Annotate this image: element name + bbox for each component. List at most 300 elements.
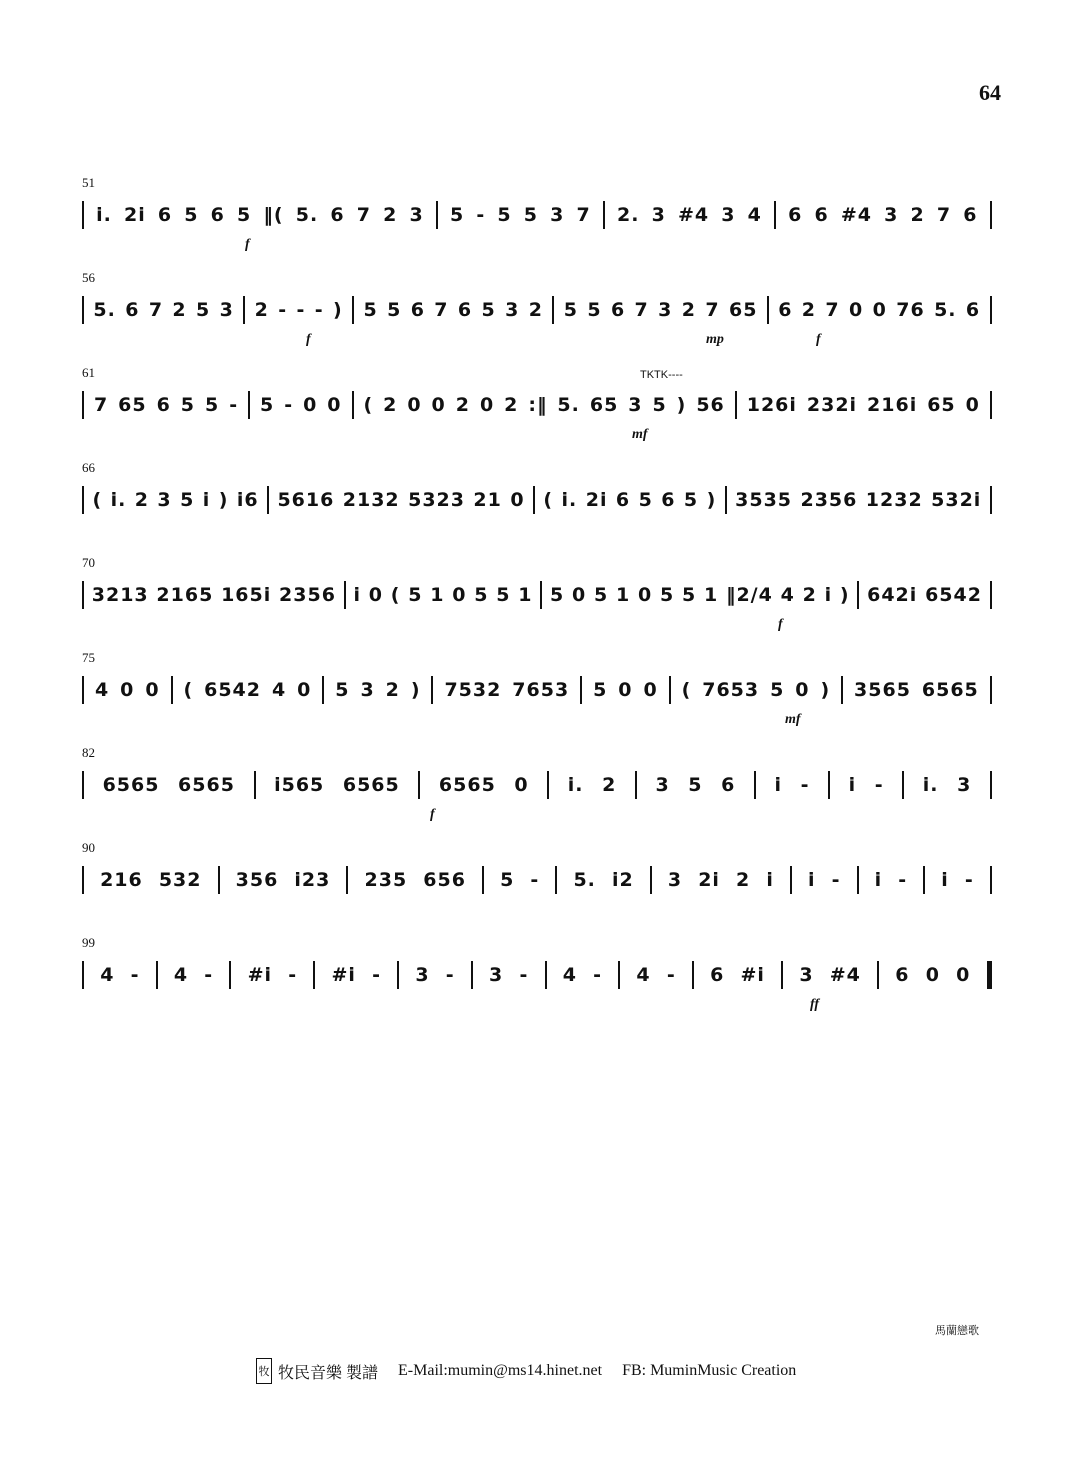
note: - xyxy=(372,964,381,986)
note: 356 xyxy=(235,869,279,891)
note: 7653 xyxy=(702,679,760,701)
note: 6 xyxy=(410,299,425,321)
barline xyxy=(725,486,727,514)
measure-number: 82 xyxy=(82,745,95,760)
notes-row xyxy=(82,864,992,896)
note: 3 xyxy=(658,299,673,321)
note: 5 xyxy=(652,394,667,416)
note: 0 xyxy=(965,394,980,416)
note: 5. xyxy=(93,299,116,321)
note: 5 xyxy=(563,299,578,321)
barline xyxy=(436,201,438,229)
note: #i xyxy=(740,964,765,986)
notes-row xyxy=(82,769,992,801)
note: 5. xyxy=(934,299,957,321)
note: 5 xyxy=(496,584,511,606)
note: 6542 xyxy=(925,584,982,606)
note: #i xyxy=(331,964,356,986)
note: 0 xyxy=(510,489,525,511)
note: ( xyxy=(543,489,554,511)
note: - xyxy=(476,204,486,226)
barline xyxy=(857,581,859,609)
note: 65 xyxy=(118,394,147,416)
note: 3 xyxy=(957,774,972,796)
notes-row xyxy=(82,389,992,421)
note: 6565 xyxy=(102,774,160,796)
note: - xyxy=(666,964,676,986)
note: i xyxy=(807,869,816,891)
barline xyxy=(877,961,879,989)
note: 0 xyxy=(431,394,446,416)
barline xyxy=(990,581,992,609)
note: i xyxy=(941,869,949,891)
note: 0 xyxy=(618,679,633,701)
barline xyxy=(735,391,737,419)
barline xyxy=(322,676,324,704)
publisher-logo-icon: 牧 xyxy=(256,1358,272,1384)
note: 5 xyxy=(408,584,423,606)
barline xyxy=(82,486,84,514)
barline xyxy=(545,961,547,989)
note: 5 xyxy=(593,584,609,606)
note: 0 xyxy=(643,679,658,701)
note: 2 xyxy=(802,584,817,606)
barline xyxy=(990,771,992,799)
barline xyxy=(346,866,348,894)
note: 4 xyxy=(271,679,287,701)
barline xyxy=(552,296,554,324)
note: 7 xyxy=(356,204,371,226)
page-number: 64 xyxy=(979,80,1001,105)
barline xyxy=(990,866,992,894)
footer xyxy=(256,1358,796,1384)
note: 21 xyxy=(473,489,502,511)
dynamic-mark: mp xyxy=(706,332,724,347)
note: 4 xyxy=(780,584,795,606)
note: 5 xyxy=(260,394,275,416)
note: i xyxy=(353,584,361,606)
note: i. xyxy=(561,489,578,511)
dynamic-mark: TKTK---- xyxy=(640,369,683,381)
note: 3 xyxy=(219,299,234,321)
note: ( xyxy=(92,489,103,511)
note: 5. xyxy=(557,394,580,416)
note: 6 xyxy=(965,299,981,321)
note: 3 xyxy=(655,774,670,796)
note: 3 xyxy=(628,394,643,416)
measure-number: 90 xyxy=(82,840,95,855)
note: ( xyxy=(681,679,692,701)
note: 7 xyxy=(93,394,109,416)
note: 5 xyxy=(500,869,515,891)
note: 6 xyxy=(615,489,631,511)
note: 216 xyxy=(100,869,143,891)
note: - xyxy=(445,964,455,986)
score-system xyxy=(82,745,992,815)
note: 3535 xyxy=(735,489,793,511)
note: - xyxy=(800,774,810,796)
publisher-name: 牧民音樂 製譜 xyxy=(278,1364,379,1382)
dynamic-mark: f xyxy=(778,617,783,632)
barline xyxy=(82,961,84,989)
final-barline xyxy=(987,961,992,989)
barline xyxy=(267,486,269,514)
note: 1 xyxy=(518,584,533,606)
barline xyxy=(635,771,637,799)
note: 6 xyxy=(721,774,736,796)
note: 7 xyxy=(936,204,952,226)
measure-number: 51 xyxy=(82,175,95,190)
note: 5 xyxy=(387,299,402,321)
note: 0 xyxy=(925,964,940,986)
note: 0 xyxy=(452,584,467,606)
note: - xyxy=(874,774,884,796)
note: 2 xyxy=(455,394,470,416)
note: 642i xyxy=(867,584,918,606)
note: 2 xyxy=(383,204,398,226)
barline xyxy=(254,771,256,799)
measure-number: 56 xyxy=(82,270,95,285)
note: 5 xyxy=(196,299,211,321)
note: #i xyxy=(247,964,272,986)
note: 1232 xyxy=(865,489,923,511)
note: 6565 xyxy=(178,774,235,796)
barline xyxy=(841,676,843,704)
note: 5 xyxy=(205,394,220,416)
note: ) xyxy=(820,679,831,701)
note: 0 xyxy=(368,584,383,606)
note: 0 xyxy=(571,584,587,606)
barline xyxy=(156,961,158,989)
note: 532i xyxy=(931,489,982,511)
note: i xyxy=(874,869,883,891)
note: i565 xyxy=(274,774,325,796)
barline xyxy=(352,296,354,324)
note: i6 xyxy=(236,489,259,511)
barline xyxy=(990,201,992,229)
barline xyxy=(650,866,652,894)
note: - xyxy=(530,869,540,891)
note: - xyxy=(296,299,306,321)
note: 0 xyxy=(145,679,160,701)
note: 7 xyxy=(434,299,449,321)
note: 4 xyxy=(747,204,762,226)
note: i. xyxy=(567,774,584,796)
barline xyxy=(555,866,557,894)
barline xyxy=(82,581,84,609)
note: 0 xyxy=(514,774,529,796)
barline xyxy=(313,961,315,989)
barline xyxy=(774,201,776,229)
barline xyxy=(82,866,84,894)
note: 0 xyxy=(407,394,422,416)
measure-number: 99 xyxy=(82,935,95,950)
note: 2 xyxy=(385,679,400,701)
note: i xyxy=(824,584,833,606)
note: 0 xyxy=(795,679,810,701)
dynamic-mark: f xyxy=(430,807,435,822)
note: i xyxy=(766,869,774,891)
note: 5 xyxy=(335,679,350,701)
barline xyxy=(171,676,173,704)
note: 2 xyxy=(681,299,696,321)
note: 3 xyxy=(667,869,683,891)
note: :‖ xyxy=(528,394,548,416)
note: 0 xyxy=(297,679,312,701)
note: ( xyxy=(363,394,374,416)
note: 5 xyxy=(481,299,496,321)
note: 56 xyxy=(696,394,725,416)
notes-row xyxy=(82,294,992,326)
note: ( xyxy=(390,584,401,606)
note: 6 xyxy=(610,299,626,321)
barline xyxy=(781,961,783,989)
note: 6 xyxy=(710,964,725,986)
note: i. xyxy=(96,204,112,226)
barline xyxy=(82,771,84,799)
note: 7 xyxy=(576,204,591,226)
note: 0 xyxy=(327,394,342,416)
barline xyxy=(243,296,245,324)
barline xyxy=(692,961,694,989)
note: 2i xyxy=(585,489,608,511)
barline xyxy=(533,486,535,514)
note: i2 xyxy=(611,869,634,891)
note: 5 xyxy=(497,204,512,226)
barline xyxy=(82,391,84,419)
note: 2i xyxy=(698,869,720,891)
note: 7 xyxy=(634,299,649,321)
note: 1 xyxy=(615,584,631,606)
note: 5. xyxy=(295,204,319,226)
score-system xyxy=(82,365,992,435)
note: 0 xyxy=(637,584,653,606)
barline xyxy=(482,866,484,894)
note: 3 xyxy=(550,204,565,226)
note: i xyxy=(202,489,211,511)
notes-row xyxy=(82,484,992,516)
note: 5 xyxy=(523,204,538,226)
note: 5616 xyxy=(277,489,335,511)
notes-row xyxy=(82,674,992,706)
note: - xyxy=(314,299,324,321)
note: 165i xyxy=(221,584,272,606)
note: 4 xyxy=(94,679,110,701)
note: ) xyxy=(706,489,717,511)
note: 2 xyxy=(736,869,751,891)
note: 3 xyxy=(360,679,375,701)
note: 235 xyxy=(364,869,408,891)
note: 3 xyxy=(505,299,520,321)
note: 6 xyxy=(778,299,793,321)
score-system xyxy=(82,650,992,720)
barline xyxy=(82,676,84,704)
note: 7 xyxy=(705,299,720,321)
note: ) xyxy=(218,489,229,511)
barline xyxy=(923,866,925,894)
note: 2356 xyxy=(279,584,336,606)
note: 2 xyxy=(602,774,617,796)
note: 7 xyxy=(825,299,840,321)
barline xyxy=(603,201,605,229)
note: 5. xyxy=(573,869,596,891)
note: 2 xyxy=(172,299,187,321)
barline xyxy=(618,961,620,989)
note: - xyxy=(229,394,239,416)
note: 1 xyxy=(703,584,719,606)
note: 3 xyxy=(157,489,172,511)
note: 2132 xyxy=(342,489,400,511)
note: 5 xyxy=(237,204,252,226)
barline xyxy=(990,676,992,704)
note: ( xyxy=(183,679,194,701)
note: - xyxy=(593,964,603,986)
note: 6542 xyxy=(204,679,261,701)
notes-row xyxy=(82,579,992,611)
note: 7653 xyxy=(512,679,570,701)
score-system xyxy=(82,840,992,910)
barline xyxy=(540,581,542,609)
note: 2. xyxy=(617,204,640,226)
note: 532 xyxy=(158,869,202,891)
note: - xyxy=(284,394,294,416)
note: 3 xyxy=(799,964,814,986)
barline xyxy=(990,296,992,324)
note: 3565 xyxy=(854,679,911,701)
note: i xyxy=(774,774,782,796)
note: - xyxy=(964,869,974,891)
fb-text: FB: MuminMusic Creation xyxy=(622,1362,797,1379)
barline xyxy=(754,771,756,799)
dynamic-mark: f xyxy=(306,332,311,347)
note: 656 xyxy=(423,869,466,891)
note: - xyxy=(130,964,140,986)
note: 6565 xyxy=(921,679,979,701)
note: 65 xyxy=(927,394,956,416)
dynamic-mark: mf xyxy=(785,712,801,727)
note: 4 xyxy=(562,964,577,986)
note: 65 xyxy=(589,394,619,416)
note: 4 xyxy=(173,964,189,986)
note: i xyxy=(848,774,857,796)
note: 3 xyxy=(651,204,666,226)
note: 0 xyxy=(303,394,318,416)
note: 5 xyxy=(587,299,602,321)
note: #4 xyxy=(829,964,861,986)
barline xyxy=(767,296,769,324)
note: i. xyxy=(922,774,939,796)
note: 3 xyxy=(884,204,899,226)
note: 2 xyxy=(254,299,269,321)
note: 1 xyxy=(430,584,445,606)
note: 2i xyxy=(124,204,146,226)
dynamic-mark: f xyxy=(245,237,250,252)
barline xyxy=(248,391,250,419)
note: 5 xyxy=(638,489,653,511)
note: ‖2/4 xyxy=(725,584,773,606)
note: 5 xyxy=(688,774,703,796)
barline xyxy=(580,676,582,704)
note: 216i xyxy=(867,394,918,416)
note: 6 xyxy=(125,299,140,321)
email-text: E-Mail:mumin@ms14.hinet.net xyxy=(398,1362,603,1379)
barline xyxy=(990,486,992,514)
score-system xyxy=(82,460,992,530)
note: 4 xyxy=(100,964,115,986)
note: ‖( xyxy=(263,204,284,226)
barline xyxy=(790,866,792,894)
note: #4 xyxy=(840,204,873,226)
note: 2 xyxy=(910,204,925,226)
measure-number: 66 xyxy=(82,460,95,475)
note: 6 xyxy=(156,394,171,416)
note: 5323 xyxy=(408,489,465,511)
note: 6565 xyxy=(342,774,400,796)
dynamic-mark: mf xyxy=(632,427,648,442)
note: 6 xyxy=(210,204,225,226)
note: 0 xyxy=(956,964,971,986)
note: 5 xyxy=(449,204,465,226)
note: ) xyxy=(839,584,850,606)
note: 2 xyxy=(528,299,543,321)
note: 2 xyxy=(504,394,519,416)
note: 2 xyxy=(134,489,149,511)
note: 6 xyxy=(814,204,829,226)
barline xyxy=(344,581,346,609)
barline xyxy=(902,771,904,799)
note: 5 xyxy=(683,489,699,511)
note: 0 xyxy=(872,299,887,321)
note: 232i xyxy=(806,394,858,416)
note: - xyxy=(278,299,288,321)
barline xyxy=(82,296,84,324)
note: 6 xyxy=(963,204,978,226)
note: 5 xyxy=(474,584,489,606)
barline xyxy=(669,676,671,704)
note: 2165 xyxy=(156,584,214,606)
note: 5 xyxy=(180,489,195,511)
note: - xyxy=(519,964,529,986)
note: 5 xyxy=(180,394,196,416)
note: 3213 xyxy=(91,584,149,606)
note: - xyxy=(204,964,214,986)
barline xyxy=(828,771,830,799)
note: - xyxy=(831,869,841,891)
note: 0 xyxy=(120,679,135,701)
note: 3 xyxy=(721,204,736,226)
dynamic-mark: ff xyxy=(810,997,820,1012)
note: - xyxy=(898,869,908,891)
barline xyxy=(218,866,220,894)
barline xyxy=(82,201,84,229)
barline xyxy=(418,771,420,799)
barline xyxy=(352,391,354,419)
note: 3 xyxy=(409,204,424,226)
note: ) xyxy=(676,394,687,416)
note: 2 xyxy=(801,299,817,321)
barline xyxy=(471,961,473,989)
note: 5 xyxy=(593,679,608,701)
note: 3 xyxy=(489,964,504,986)
note: 5 xyxy=(659,584,675,606)
note: 5 xyxy=(549,584,565,606)
score-system xyxy=(82,555,992,625)
note: 6565 xyxy=(438,774,496,796)
note: 6 xyxy=(157,204,173,226)
note: 0 xyxy=(849,299,864,321)
note: 5 xyxy=(363,299,378,321)
notes-row xyxy=(82,959,992,991)
